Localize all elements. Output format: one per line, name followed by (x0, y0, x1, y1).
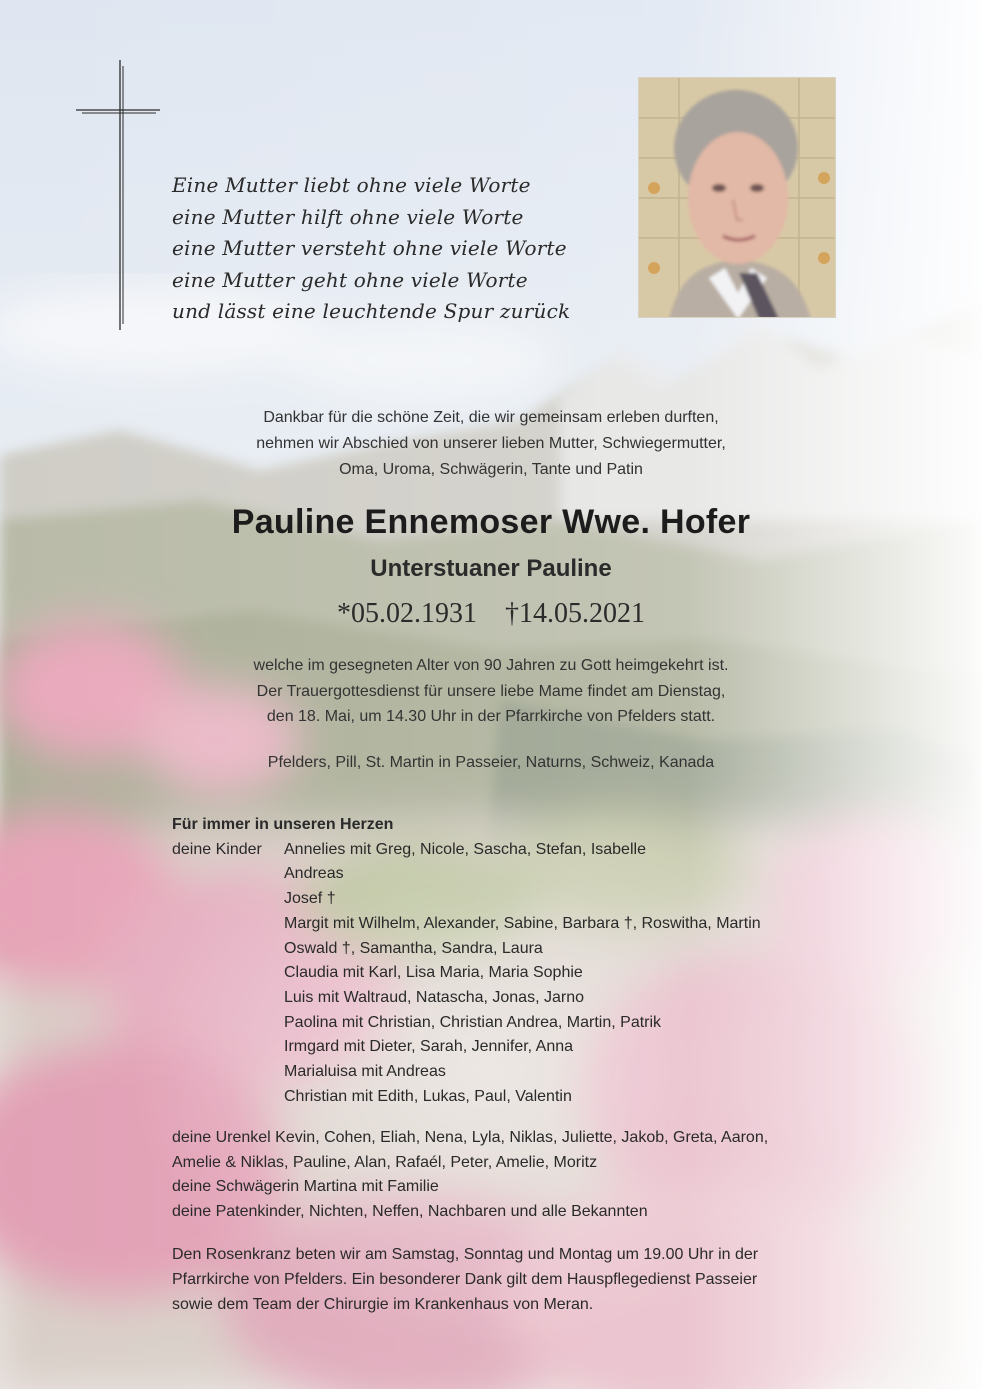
death-date: †14.05.2021 (505, 598, 645, 629)
children-list (284, 862, 872, 1109)
details-line: welche im gesegneten Alter von 90 Jahren zu Gott heimgekehrt ist. (253, 657, 729, 674)
child-entry: Paolina mit Christian, Christian Andrea, Martin, Patrik (284, 1013, 662, 1031)
child-entry: Irmgard mit Dieter, Sarah, Jennifer, Anna (284, 1038, 574, 1056)
child-entry: Margit mit Wilhelm, Alexander, Sabine, Barbara †, Roswitha, Martin (284, 914, 761, 932)
details-line: Der Trauergottesdienst für unsere liebe Mame findet am Dienstag, (256, 682, 726, 700)
poem-line: Eine Mutter liebt ohne viele Worte (172, 173, 531, 197)
child-entry: Andreas (284, 865, 344, 883)
closing-line: sowie dem Team der Chirurgie im Krankenhaus von Meran. (172, 1296, 594, 1313)
poem-line: und lässt eine leuchtende Spur zurück (172, 299, 571, 323)
closing-line: Den Rosenkranz beten wir am Samstag, Sonntag und Montag um 19.00 Uhr in der (172, 1246, 759, 1263)
closing-text (172, 1242, 852, 1317)
children-row (172, 838, 872, 863)
relatives-line: deine Patenkinder, Nichten, Neffen, Nachbaren und alle Bekannten (172, 1203, 648, 1221)
family-section (172, 813, 872, 1109)
child-entry: Marialuisa mit Andreas (284, 1063, 446, 1081)
poem-line: eine Mutter hilft ohne viele Worte (172, 204, 524, 229)
poem (172, 170, 592, 328)
child-entry: Luis mit Waltraud, Natascha, Jonas, Jarno (284, 988, 584, 1006)
child-entry: Oswald †, Samantha, Sandra, Laura (284, 939, 543, 957)
family-heading: Für immer in unseren Herzen (172, 816, 394, 833)
child-entry: Josef † (284, 890, 336, 908)
relatives-line: Amelie & Niklas, Pauline, Alan, Rafaél, Peter, Amelie, Moritz (172, 1153, 598, 1171)
relatives-section (172, 1126, 872, 1225)
closing-line: Pfarrkirche von Pfelders. Ein besonderer Dank gilt dem Hauspflegedienst Passeier (172, 1271, 758, 1288)
places-line: Pfelders, Pill, St. Martin in Passeier, Naturns, Schweiz, Kanada (267, 754, 715, 771)
poem-line: eine Mutter geht ohne viele Worte (172, 267, 528, 292)
children-label: deine Kinder (172, 840, 262, 858)
intro-line: Dankbar für die schöne Zeit, die wir gemeinsam erleben durften, (263, 409, 719, 426)
intro-text (0, 405, 982, 483)
funeral-details (0, 653, 982, 730)
relatives-line: deine Schwägerin Martina mit Familie (172, 1178, 439, 1196)
details-line: den 18. Mai, um 14.30 Uhr in der Pfarrkirche von Pfelders statt. (266, 708, 716, 725)
portrait-photo (638, 77, 836, 318)
poem-line: eine Mutter versteht ohne viele Worte (172, 236, 567, 260)
life-dates (0, 598, 982, 630)
child-entry: Claudia mit Karl, Lisa Maria, Maria Sophie (284, 964, 583, 982)
intro-line: Oma, Uroma, Schwägerin, Tante und Patin (339, 461, 643, 478)
birth-date: *05.02.1931 (337, 598, 477, 629)
child-entry: Christian mit Edith, Lukas, Paul, Valentin (284, 1087, 572, 1105)
relatives-line: deine Urenkel Kevin, Cohen, Eliah, Nena, Lyla, Niklas, Juliette, Jakob, Greta, Aaron, (172, 1129, 769, 1146)
deceased-nickname: Unterstuaner Pauline (370, 555, 612, 582)
intro-line: nehmen wir Abschied von unserer lieben Mutter, Schwiegermutter, (256, 435, 726, 452)
deceased-name: Pauline Ennemoser Wwe. Hofer (231, 503, 751, 541)
child-entry: Annelies mit Greg, Nicole, Sascha, Stefan, Isabelle (284, 840, 646, 858)
cross-icon (76, 60, 160, 330)
